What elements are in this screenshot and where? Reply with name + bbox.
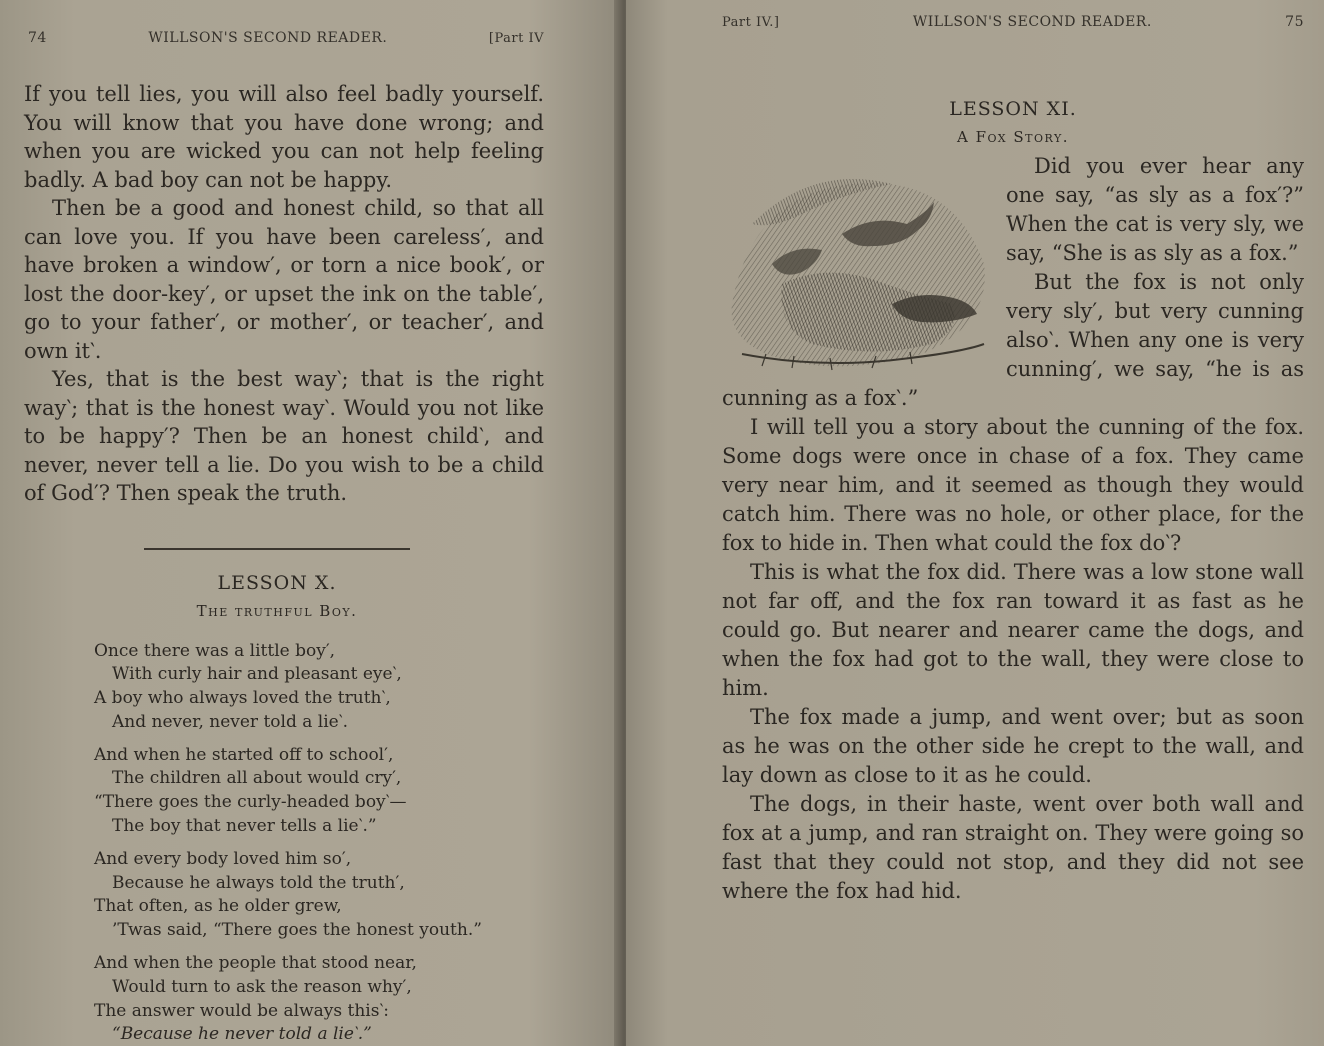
stanza	[94, 952, 544, 1046]
right-page-number: 75	[1285, 14, 1304, 30]
stanza	[94, 848, 544, 943]
left-prose	[10, 80, 544, 508]
poem-line: That often, as he older grew,	[94, 896, 342, 917]
lesson-xi-subtitle: A Fox Story.	[956, 128, 1070, 146]
fox-hounds-illustration	[722, 154, 994, 378]
poem-line: And every body loved him so′,	[94, 848, 352, 869]
left-page-number: 74	[28, 30, 47, 46]
stanza	[94, 744, 544, 839]
left-part-label: [Part IV	[488, 31, 544, 46]
paragraph: But the fox is not only very sly′, but very cunning also‵. When any one is very cunning′, we say, “he is as cunning as a fox‵.”	[722, 270, 1304, 410]
left-running-title: WILLSON'S SECOND READER.	[148, 30, 388, 46]
poem-line: Once there was a little boy′,	[94, 640, 336, 661]
paragraph: Did you ever hear any one say, “as sly as a fox′?” When the cat is very sly, we say, “She is as sly as a fox.”	[1006, 154, 1304, 265]
poem-line: The boy that never tells a lie‵.”	[112, 816, 377, 837]
poem-line: And when the people that stood near,	[94, 953, 417, 974]
poem-line: The children all about would cry′,	[112, 768, 402, 789]
right-prose	[722, 152, 1304, 906]
poem-line: The answer would be always this‵:	[94, 1000, 390, 1021]
poem	[94, 640, 544, 1046]
paragraph: This is what the fox did. There was a low stone wall not far off, and the fox ran toward it as fast as he could go. But nearer and nearer came the dogs, and when the fox had got to the wall, they were close to him.	[722, 560, 1304, 700]
lesson-x-subtitle: The truthful Boy.	[196, 601, 358, 620]
paragraph: I will tell you a story about the cunning of the fox. Some dogs were once in chase of a fox. They came very near him, and it seemed as though they would catch him. There was no hole, or other place, for the fox to hide in. Then what could the fox do‵?	[722, 415, 1304, 555]
section-divider	[144, 548, 410, 550]
poem-line: And never, never told a lie‵.	[112, 711, 348, 732]
paragraph: The dogs, in their haste, went over both wall and fox at a jump, and ran straight on. They were going so fast that they could not stop, and they did not see where the fox had hid.	[722, 792, 1304, 903]
right-running-head	[722, 14, 1304, 44]
right-page	[626, 0, 1324, 1046]
right-part-label: Part IV.]	[722, 15, 780, 30]
poem-line: ’Twas said, “There goes the honest youth.”	[112, 920, 482, 941]
paragraph: If you tell lies, you will also feel badly yourself. You will know that you have done wrong; and when you are wicked you can not help feeling badly. A bad boy can not be happy.	[24, 82, 544, 192]
paragraph: Then be a good and honest child, so that all can love you. If you have been careless′, and have broken a window′, or torn a nice book′, or lost the door-key′, or upset the ink on the table′, go to your father′, or mother′, or teacher′, and own it‵.	[24, 196, 544, 363]
left-running-head	[10, 30, 544, 60]
stanza	[94, 640, 544, 735]
poem-line: A boy who always loved the truth‵,	[94, 688, 391, 709]
poem-line: “Because he never told a lie‵.”	[112, 1024, 372, 1045]
left-page	[0, 0, 622, 1046]
poem-line: Would turn to ask the reason why′,	[112, 976, 412, 997]
paragraph: Yes, that is the best way‵; that is the right way‵; that is the honest way‵. Would you not like to be happy′? Then be an honest child‵, and never, never tell a lie. Do you wish to be a child of God′? Then speak the truth.	[24, 367, 544, 505]
poem-line: With curly hair and pleasant eye‵,	[112, 664, 402, 685]
lesson-x-heading: LESSON X.	[217, 571, 337, 594]
lesson-xi-heading: LESSON XI.	[949, 98, 1077, 120]
paragraph: The fox made a jump, and went over; but as soon as he was on the other side he crept to the wall, and lay down as close to it as he could.	[722, 705, 1304, 787]
poem-line: Because he always told the truth′,	[112, 872, 405, 893]
poem-line: “There goes the curly-headed boy‵—	[94, 792, 407, 813]
poem-line: And when he started off to school′,	[94, 744, 394, 765]
right-running-title: WILLSON'S SECOND READER.	[912, 14, 1152, 30]
